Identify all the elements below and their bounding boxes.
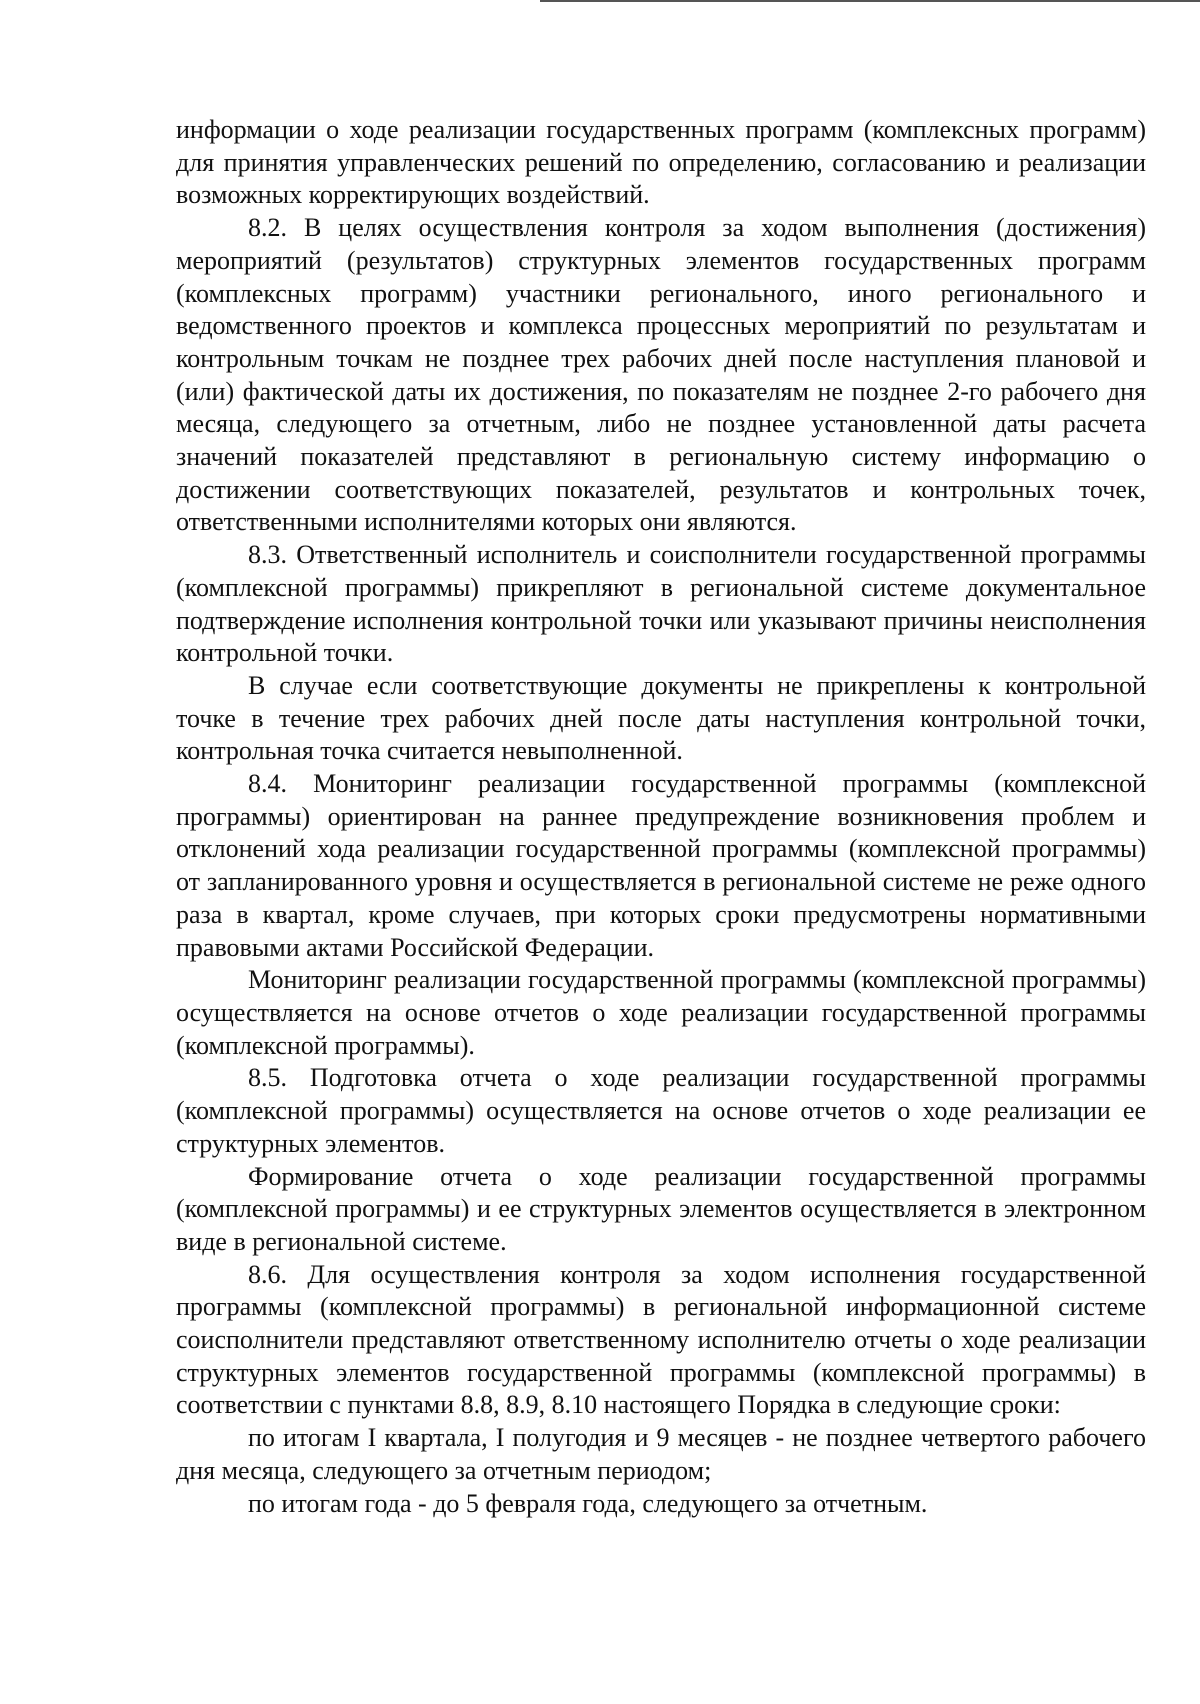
paragraph-8-4: 8.4. Мониторинг реализации государственной программы (комплексной программы) ориентирован на раннее предупреждение возникновения проблем и отклонений хода реализации государственной программы (комплексной программы) от запланированного уровня и осуществляется в региональной системе не реже одного раза в квартал, кроме случаев, при которых сроки предусмотрены нормативными правовыми актами Российской Федерации.: [176, 769, 1146, 962]
paragraph-8-5-report: Формирование отчета о ходе реализации государственной программы (комплексной программы) и ее структурных элементов осуществляется в электронном виде в региональной системе.: [176, 1161, 1146, 1256]
paragraph-8-3-note: В случае если соответствующие документы не прикреплены к контрольной точке в течение трех рабочих дней после даты наступления контрольной точки, контрольная точка считается невыполненной.: [176, 670, 1146, 766]
document-body: [176, 114, 1146, 1520]
paragraph-8-6: 8.6. Для осуществления контроля за ходом исполнения государственной программы (комплексной программы) в региональной информационной системе соисполнители представляют ответственному исполнителю отчеты о ходе реализации структурных элементов государственной программы (комплексной программы) в соответствии с пунктами 8.8, 8.9, 8.10 настоящего Порядка в следующие сроки:: [176, 1259, 1146, 1420]
paragraph-continuation: информации о ходе реализации государственных программ (комплексных программ) для принятия управленческих решений по определению, согласованию и реализации возможных корректирующих воздействий.: [176, 115, 1146, 210]
paragraph-8-3: 8.3. Ответственный исполнитель и соисполнители государственной программы (комплексной программы) прикрепляют в региональной системе документальное подтверждение исполнения контрольной точки или указывают причины неисполнения контрольной точки.: [176, 540, 1146, 668]
paragraph-8-4-monitoring: Мониторинг реализации государственной программы (комплексной программы) осуществляется на основе отчетов о ходе реализации государственной программы (комплексной программы).: [176, 965, 1146, 1060]
paragraph-8-6-quarterly: по итогам I квартала, I полугодия и 9 месяцев - не позднее четвертого рабочего дня месяца, следующего за отчетным периодом;: [176, 1423, 1146, 1485]
scan-edge-line: [540, 0, 1200, 2]
paragraph-8-2: 8.2. В целях осуществления контроля за ходом выполнения (достижения) мероприятий (результатов) структурных элементов государственных программ (комплексных программ) участники регионального, иного регионального и ведомственного проектов и комплекса процессных мероприятий по результатам и контрольным точкам не позднее трех рабочих дней после наступления плановой и (или) фактической даты их достижения, по показателям не позднее 2-го рабочего дня месяца, следующего за отчетным, либо не позднее установленной даты расчета значений показателей представляют в региональную систему информацию о достижении соответствующих показателей, результатов и контрольных точек, ответственными исполнителями которых они являются.: [176, 213, 1146, 537]
paragraph-8-6-annual: по итогам года - до 5 февраля года, следующего за отчетным.: [248, 1488, 928, 1518]
paragraph-8-5: 8.5. Подготовка отчета о ходе реализации государственной программы (комплексной программы) осуществляется на основе отчетов о ходе реализации ее структурных элементов.: [176, 1063, 1146, 1158]
